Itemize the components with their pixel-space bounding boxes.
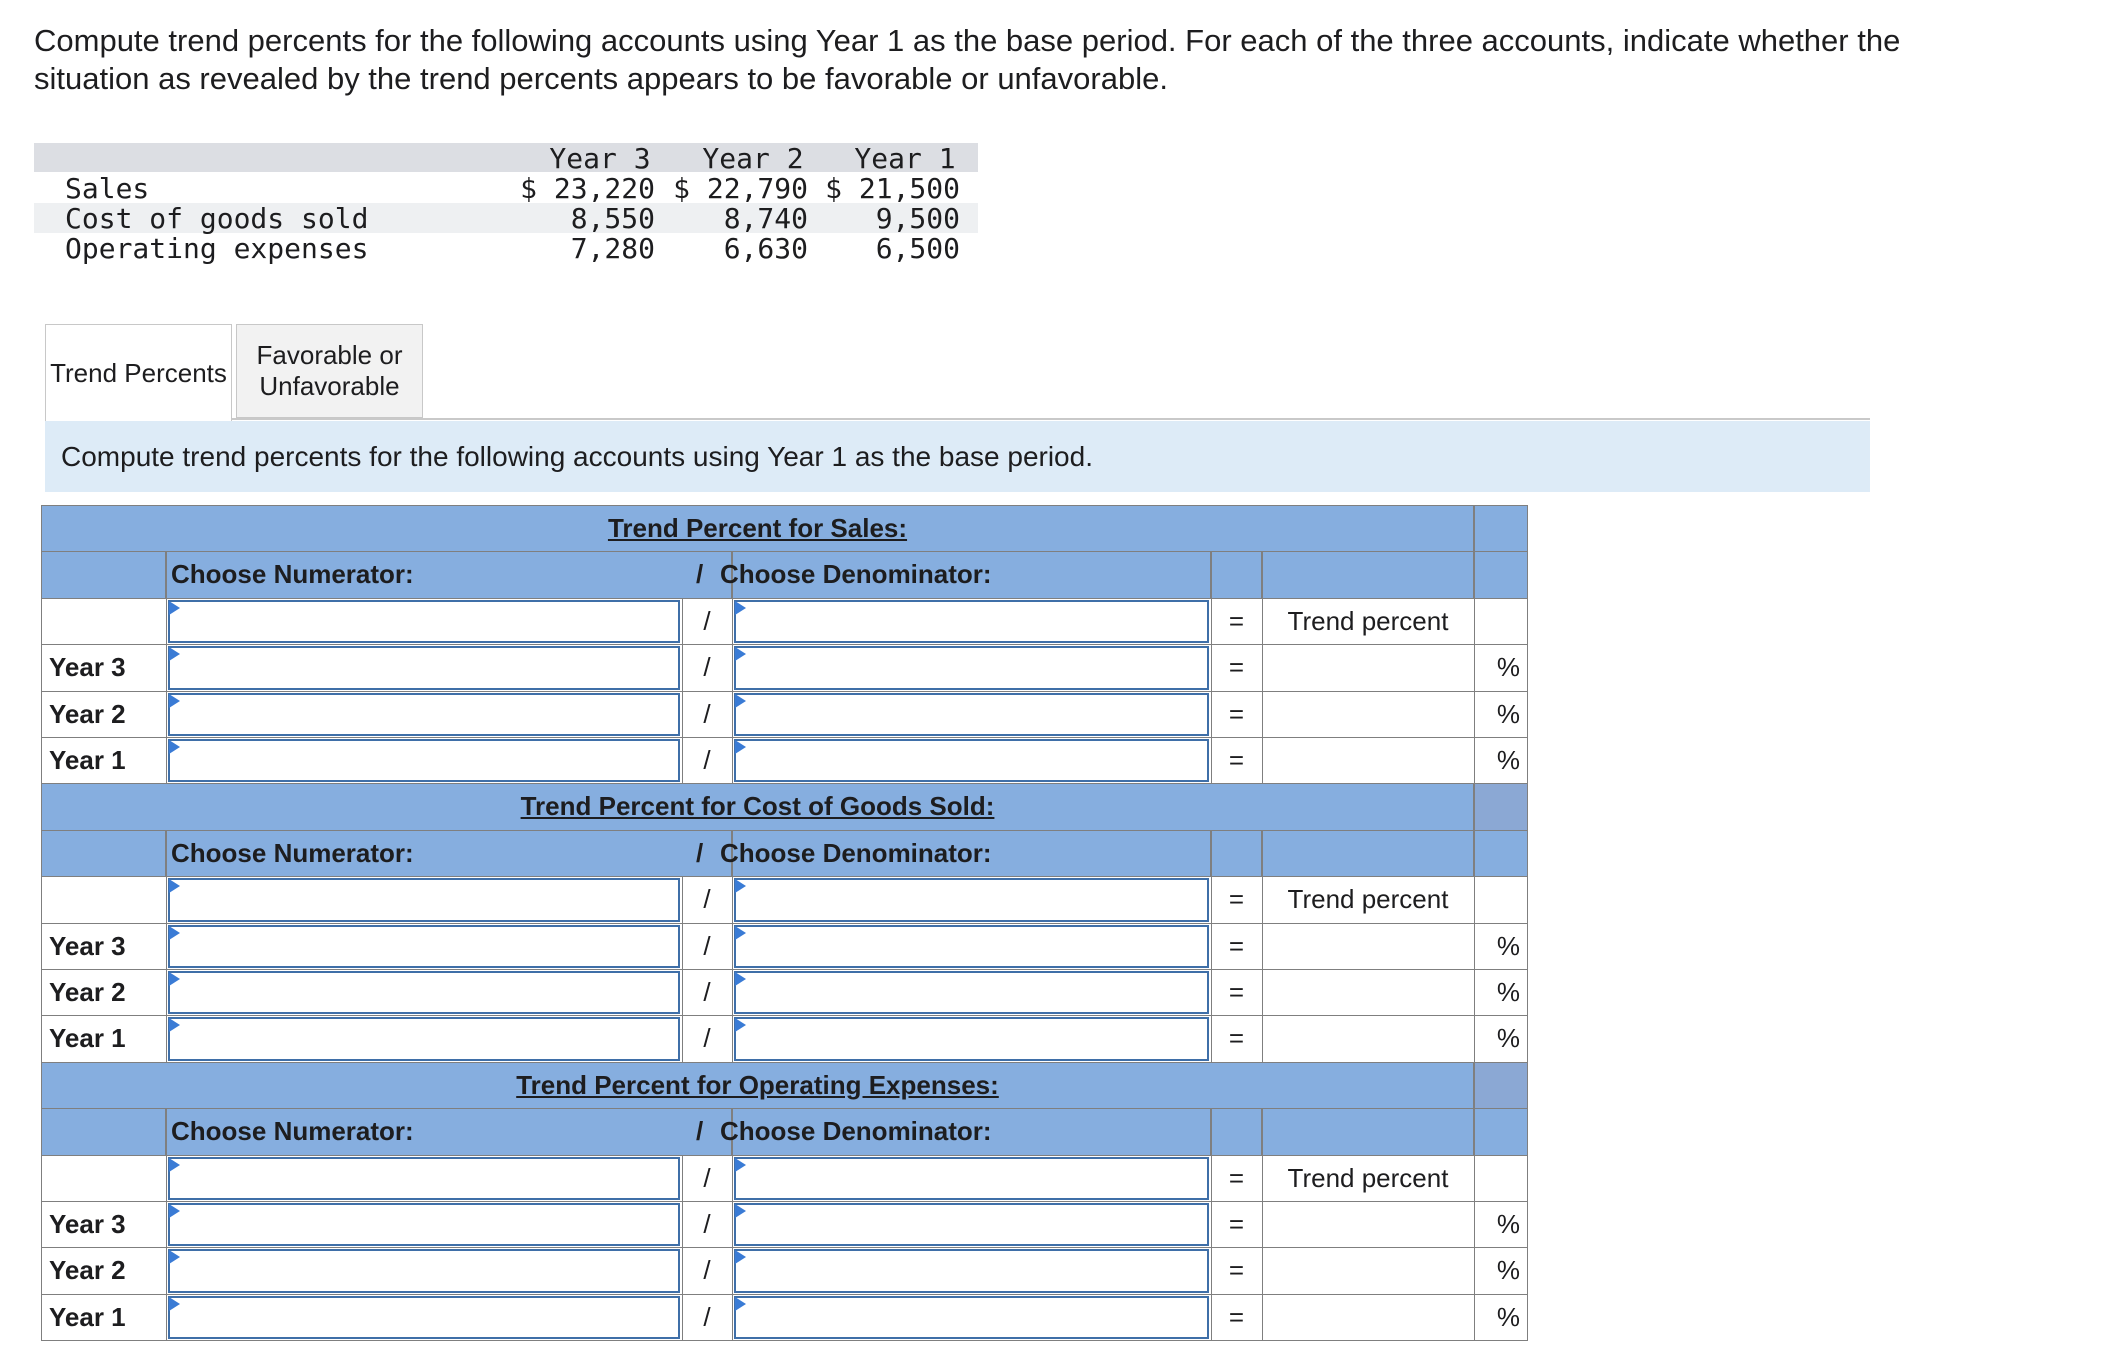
trend-percent-label: Trend percent [1287, 884, 1449, 915]
data-row-label-cogs: Cost of goods sold [65, 202, 369, 235]
column-divider [166, 691, 167, 738]
data-value: $ 22,790 [673, 172, 808, 205]
denominator-input[interactable] [734, 1157, 1209, 1200]
equals-symbol: = [1228, 698, 1245, 729]
numerator-input[interactable] [168, 971, 680, 1014]
column-divider [166, 1155, 167, 1202]
equals-symbol: = [1228, 1162, 1245, 1193]
dropdown-marker-icon [735, 879, 746, 893]
trend-percent-input[interactable] [1263, 645, 1473, 690]
numerator-input[interactable] [168, 1249, 680, 1292]
trend-percent-input[interactable] [1263, 1295, 1473, 1340]
denominator-label: Choose Denominator: [720, 559, 992, 590]
column-divider [166, 969, 167, 1016]
row-label-year: Year 2 [49, 977, 126, 1007]
trend-percent-input[interactable] [1263, 692, 1473, 737]
equals-symbol: = [1228, 884, 1245, 915]
slash-symbol: / [703, 977, 711, 1007]
slash-symbol: / [696, 1116, 704, 1147]
dropdown-marker-icon [735, 647, 746, 661]
dropdown-marker-icon [735, 740, 746, 754]
slash-symbol: / [703, 1209, 711, 1239]
slash-symbol: / [696, 837, 704, 868]
denominator-input[interactable] [734, 971, 1209, 1014]
dropdown-marker-icon [735, 1158, 746, 1172]
numerator-input[interactable] [168, 693, 680, 736]
row-label-year: Year 1 [49, 1301, 126, 1332]
row-label-year: Year 3 [49, 652, 126, 683]
column-divider [732, 1201, 733, 1248]
denominator-input[interactable] [734, 1249, 1209, 1292]
section-title-corner [1474, 783, 1528, 830]
numerator-input[interactable] [168, 925, 680, 968]
data-value: $ 23,220 [520, 172, 655, 205]
slash-symbol: / [696, 559, 704, 590]
numerator-input[interactable] [168, 1017, 680, 1060]
row-label-year: Year 2 [49, 698, 126, 729]
numerator-input[interactable] [168, 1296, 680, 1339]
column-divider [732, 691, 733, 738]
trend-percent-input[interactable] [1263, 970, 1473, 1015]
dropdown-marker-icon [735, 601, 746, 615]
equals-symbol: = [1228, 1255, 1245, 1286]
tab-divider [45, 418, 1870, 420]
numerator-input[interactable] [168, 878, 680, 921]
percent-sign: % [1496, 1023, 1520, 1054]
tab-trend-percents[interactable]: Trend Percents [45, 324, 232, 421]
column-divider [166, 737, 167, 784]
equals-symbol: = [1228, 652, 1245, 683]
slash-symbol: / [703, 1301, 711, 1332]
data-table-header-bar [34, 143, 978, 172]
header-cell [41, 551, 166, 598]
dropdown-marker-icon [735, 1204, 746, 1218]
numerator-label: Choose Numerator: [171, 1116, 414, 1147]
data-header-year2: Year 2 [702, 142, 804, 175]
column-divider [166, 598, 167, 645]
header-cell [1474, 830, 1528, 877]
data-value: 8,550 [570, 202, 655, 235]
trend-percent-input[interactable] [1263, 924, 1473, 969]
denominator-input[interactable] [734, 693, 1209, 736]
denominator-input[interactable] [734, 1203, 1209, 1246]
column-divider [166, 644, 167, 691]
numerator-input[interactable] [168, 1157, 680, 1200]
denominator-input[interactable] [734, 739, 1209, 782]
slash-symbol: / [703, 1162, 711, 1193]
column-divider [166, 876, 167, 923]
row-label-year: Year 3 [49, 1209, 126, 1239]
percent-sign: % [1496, 977, 1520, 1007]
data-value: 6,500 [875, 232, 960, 265]
slash-symbol: / [703, 930, 711, 961]
percent-sign: % [1496, 1301, 1520, 1332]
slash-symbol: / [703, 1255, 711, 1286]
dropdown-marker-icon [735, 972, 746, 986]
dropdown-marker-icon [169, 1018, 180, 1032]
equals-symbol: = [1228, 745, 1245, 775]
dropdown-marker-icon [169, 926, 180, 940]
row-label-year: Year 1 [49, 745, 126, 775]
instructions-text: Compute trend percents for the following accounts using Year 1 as the base period. For each of the three accounts, indicate whether the situation as revealed by the trend percents appears to be favorable or unfavorable. [34, 23, 1901, 96]
percent-sign: % [1496, 698, 1520, 729]
section-title: Trend Percent for Cost of Goods Sold: [520, 791, 995, 822]
row-label-year: Year 1 [49, 1023, 126, 1054]
header-cell [1474, 1108, 1528, 1155]
denominator-input[interactable] [734, 1296, 1209, 1339]
header-cell [1474, 551, 1528, 598]
column-divider [732, 1247, 733, 1294]
row-label-year: Year 3 [49, 930, 126, 961]
column-divider [732, 876, 733, 923]
dropdown-marker-icon [735, 1250, 746, 1264]
dropdown-marker-icon [169, 972, 180, 986]
column-divider [166, 923, 167, 970]
header-cell [41, 1108, 166, 1155]
column-divider [732, 1155, 733, 1202]
slash-symbol: / [703, 884, 711, 915]
numerator-label: Choose Numerator: [171, 837, 414, 868]
header-cell [41, 830, 166, 877]
column-divider [166, 1015, 167, 1062]
equals-symbol: = [1228, 930, 1245, 961]
numerator-label: Choose Numerator: [171, 559, 414, 590]
denominator-label: Choose Denominator: [720, 837, 992, 868]
column-divider [732, 598, 733, 645]
column-divider [1474, 1155, 1475, 1202]
dropdown-marker-icon [735, 926, 746, 940]
percent-sign: % [1496, 652, 1520, 683]
data-value: 8,740 [723, 202, 808, 235]
data-header-year1: Year 1 [854, 142, 956, 175]
data-row-label-opex: Operating expenses [65, 232, 369, 265]
slash-symbol: / [703, 745, 711, 775]
slash-symbol: / [703, 605, 711, 636]
section-title: Trend Percent for Operating Expenses: [516, 1069, 999, 1100]
denominator-input[interactable] [734, 600, 1209, 643]
percent-sign: % [1496, 1209, 1520, 1239]
equals-symbol: = [1228, 1023, 1245, 1054]
dropdown-marker-icon [735, 1018, 746, 1032]
column-divider [732, 737, 733, 784]
data-value: 7,280 [570, 232, 655, 265]
column-divider [166, 1294, 167, 1341]
trend-percent-input[interactable] [1263, 1202, 1473, 1247]
header-cell [1262, 551, 1474, 598]
header-cell [1262, 1108, 1474, 1155]
section-title: Trend Percent for Sales: [607, 513, 908, 543]
column-divider [1474, 876, 1475, 923]
dropdown-marker-icon [169, 879, 180, 893]
column-divider [732, 644, 733, 691]
column-divider [1474, 598, 1475, 645]
numerator-input[interactable] [168, 739, 680, 782]
denominator-input[interactable] [734, 1017, 1209, 1060]
data-row-label-sales: Sales [65, 172, 150, 205]
section-title-corner [1474, 1062, 1528, 1109]
data-value: 6,630 [723, 232, 808, 265]
info-text: Compute trend percents for the following accounts using Year 1 as the base period. [61, 440, 1093, 472]
equals-symbol: = [1228, 1301, 1245, 1332]
dropdown-marker-icon [169, 1204, 180, 1218]
column-divider [166, 1201, 167, 1248]
slash-symbol: / [703, 652, 711, 683]
numerator-input[interactable] [168, 646, 680, 689]
percent-sign: % [1496, 930, 1520, 961]
dropdown-marker-icon [169, 1250, 180, 1264]
dropdown-marker-icon [169, 1158, 180, 1172]
column-divider [732, 1015, 733, 1062]
dropdown-marker-icon [169, 647, 180, 661]
dropdown-marker-icon [169, 601, 180, 615]
data-value: 9,500 [875, 202, 960, 235]
trend-percent-input[interactable] [1263, 1248, 1473, 1293]
dropdown-marker-icon [169, 694, 180, 708]
column-divider [166, 1247, 167, 1294]
trend-percent-input[interactable] [1263, 738, 1473, 783]
column-divider [732, 923, 733, 970]
dropdown-marker-icon [169, 740, 180, 754]
equals-symbol: = [1228, 977, 1245, 1007]
data-value: $ 21,500 [825, 172, 960, 205]
row-label-year: Year 2 [49, 1255, 126, 1286]
header-cell [1262, 830, 1474, 877]
trend-percent-input[interactable] [1263, 1016, 1473, 1061]
equals-symbol: = [1228, 605, 1245, 636]
dropdown-marker-icon [735, 694, 746, 708]
tab-favorable-or-unfavorable[interactable]: Favorable or Unfavorable [236, 324, 423, 418]
section-title-corner [1474, 505, 1528, 552]
dropdown-marker-icon [735, 1297, 746, 1311]
equals-symbol: = [1228, 1209, 1245, 1239]
data-header-year3: Year 3 [549, 142, 651, 175]
percent-sign: % [1496, 1255, 1520, 1286]
denominator-label: Choose Denominator: [720, 1116, 992, 1147]
column-divider [732, 969, 733, 1016]
numerator-input[interactable] [168, 1203, 680, 1246]
denominator-input[interactable] [734, 878, 1209, 921]
denominator-input[interactable] [734, 646, 1209, 689]
numerator-input[interactable] [168, 600, 680, 643]
dropdown-marker-icon [169, 1297, 180, 1311]
trend-percent-label: Trend percent [1287, 1162, 1449, 1193]
info-box [45, 421, 1870, 492]
slash-symbol: / [703, 698, 711, 729]
trend-percent-label: Trend percent [1287, 605, 1449, 636]
denominator-input[interactable] [734, 925, 1209, 968]
slash-symbol: / [703, 1023, 711, 1054]
column-divider [732, 1294, 733, 1341]
percent-sign: % [1496, 745, 1520, 775]
